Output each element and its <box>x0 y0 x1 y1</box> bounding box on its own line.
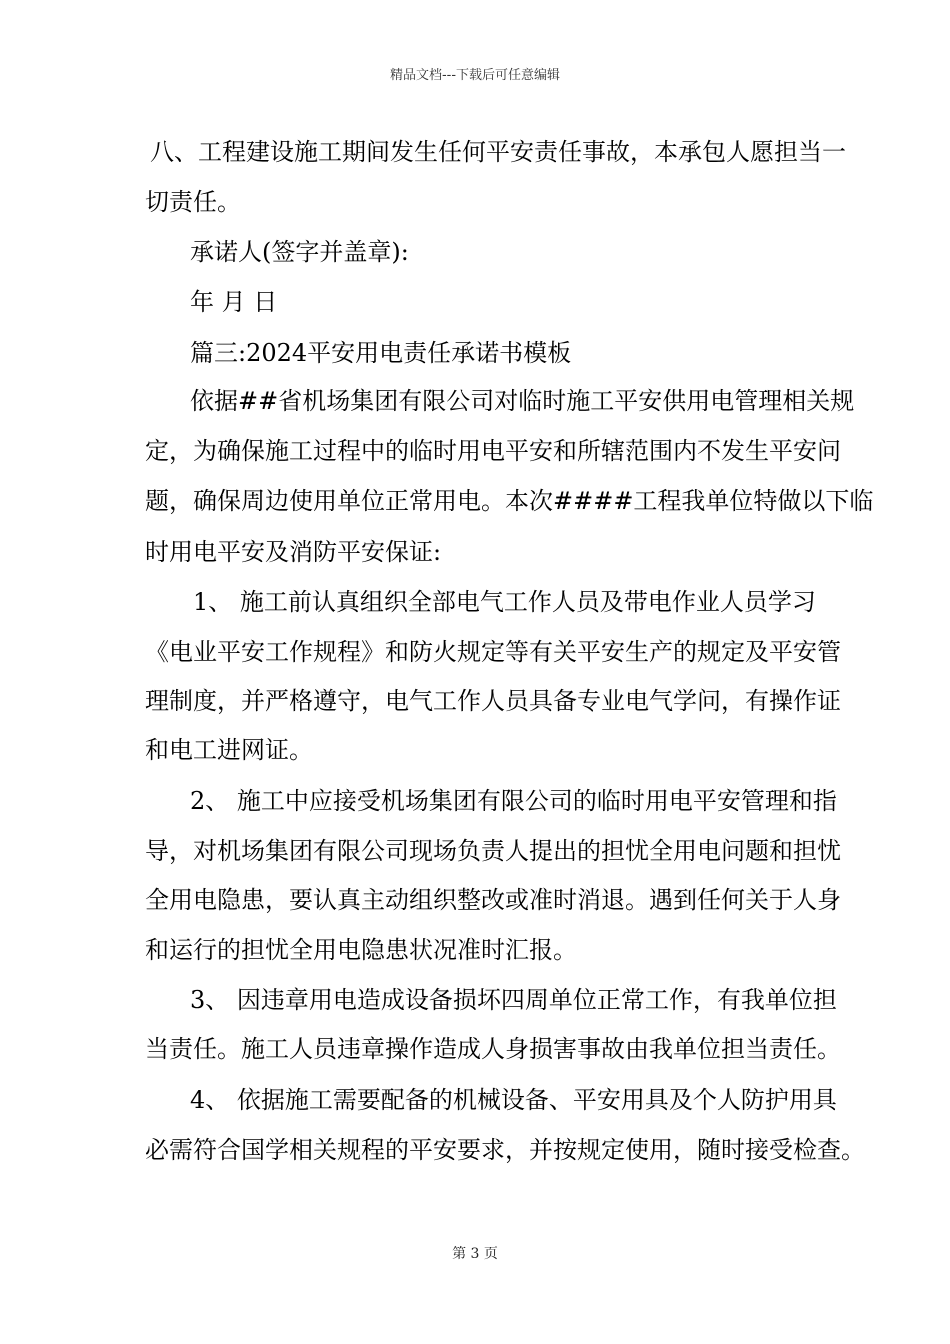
section-title: 篇三:2024平安用电责任承诺书模板 <box>190 339 572 367</box>
date-line: 年 月 日 <box>190 288 278 316</box>
list-item-2: 2、 施工中应接受机场集团有限公司的临时用电平安管理和指 <box>190 787 837 815</box>
text-line: 定，为确保施工过程中的临时用电平安和所辖范围内不发生平安问 <box>145 437 841 465</box>
text-line: 理制度，并严格遵守，电气工作人员具备专业电气学问，有操作证 <box>145 687 841 715</box>
text-line: 和运行的担忧全用电隐患状况准时汇报。 <box>145 936 577 964</box>
page-number: 第 3 页 <box>452 1246 498 1262</box>
text-line: 《电业平安工作规程》和防火规定等有关平安生产的规定及平安管 <box>145 638 841 666</box>
list-item-4: 4、 依据施工需要配备的机械设备、平安用具及个人防护用具 <box>190 1086 837 1114</box>
signature-label: 承诺人(签字并盖章): <box>190 238 409 266</box>
text-line: 导，对机场集团有限公司现场负责人提出的担忧全用电问题和担忧 <box>145 837 841 865</box>
text-line: 时用电平安及消防平安保证: <box>145 538 442 566</box>
text-line: 依据##省机场集团有限公司对临时施工平安供用电管理相关规 <box>190 387 855 415</box>
list-item-3: 3、 因违章用电造成设备损坏四周单位正常工作，有我单位担 <box>190 986 837 1014</box>
text-line: 当责任。施工人员违章操作造成人身损害事故由我单位担当责任。 <box>145 1035 841 1063</box>
text-line: 八、工程建设施工期间发生任何平安责任事故，本承包人愿担当一 <box>150 138 846 166</box>
list-item-1: 1、 施工前认真组织全部电气工作人员及带电作业人员学习 <box>193 588 816 616</box>
text-line: 和电工进网证。 <box>145 736 313 764</box>
text-line: 必需符合国学相关规程的平安要求，并按规定使用，随时接受检查。 <box>145 1136 865 1164</box>
text-line: 切责任。 <box>145 188 241 216</box>
page-header: 精品文档---下载后可任意编辑 <box>389 68 561 83</box>
text-line: 全用电隐患，要认真主动组织整改或准时消退。遇到任何关于人身 <box>145 886 841 914</box>
text-line: 题，确保周边使用单位正常用电。本次####工程我单位特做以下临 <box>145 487 874 515</box>
